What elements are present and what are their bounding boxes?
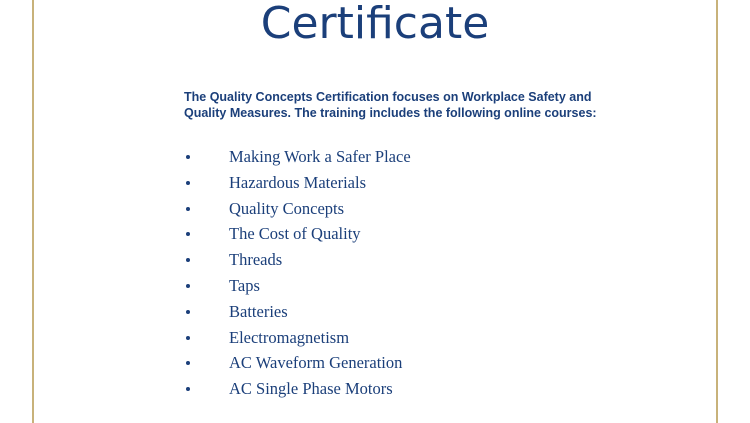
course-label: Taps <box>229 275 260 295</box>
bullet-icon <box>186 387 190 391</box>
list-item <box>0 145 600 171</box>
bullet-icon <box>186 155 190 159</box>
list-item <box>0 248 600 274</box>
course-label: Electromagnetism <box>229 327 350 347</box>
course-label: AC Single Phase Motors <box>229 379 393 399</box>
intro-paragraph <box>184 89 654 121</box>
list-item <box>0 222 600 248</box>
bullet-icon <box>186 336 190 340</box>
bullet-icon <box>186 207 190 211</box>
course-label: Quality Concepts <box>229 198 345 218</box>
certificate-border-right <box>716 0 718 423</box>
bullet-icon <box>186 361 190 365</box>
certificate-title: Certificate <box>260 0 490 49</box>
list-item <box>0 377 600 403</box>
course-label: Making Work a Safer Place <box>229 147 411 166</box>
list-item <box>0 326 600 352</box>
intro-line: Quality Measures. The training includes the following online courses: <box>184 106 597 120</box>
course-list <box>0 145 600 403</box>
bullet-icon <box>186 232 190 236</box>
bullet-icon <box>186 181 190 185</box>
course-label: The Cost of Quality <box>229 224 361 244</box>
course-label: Hazardous Materials <box>229 172 366 192</box>
list-item <box>0 300 600 326</box>
bullet-icon <box>186 310 190 314</box>
list-item <box>0 274 600 300</box>
course-label: AC Waveform Generation <box>229 353 403 373</box>
list-item <box>0 197 600 223</box>
list-item <box>0 351 600 377</box>
course-label: Threads <box>229 250 283 270</box>
list-item <box>0 171 600 197</box>
course-label: Batteries <box>229 301 288 321</box>
bullet-icon <box>186 284 190 288</box>
intro-line: The Quality Concepts Certification focuses on Workplace Safety and <box>184 90 592 104</box>
bullet-icon <box>186 258 190 262</box>
